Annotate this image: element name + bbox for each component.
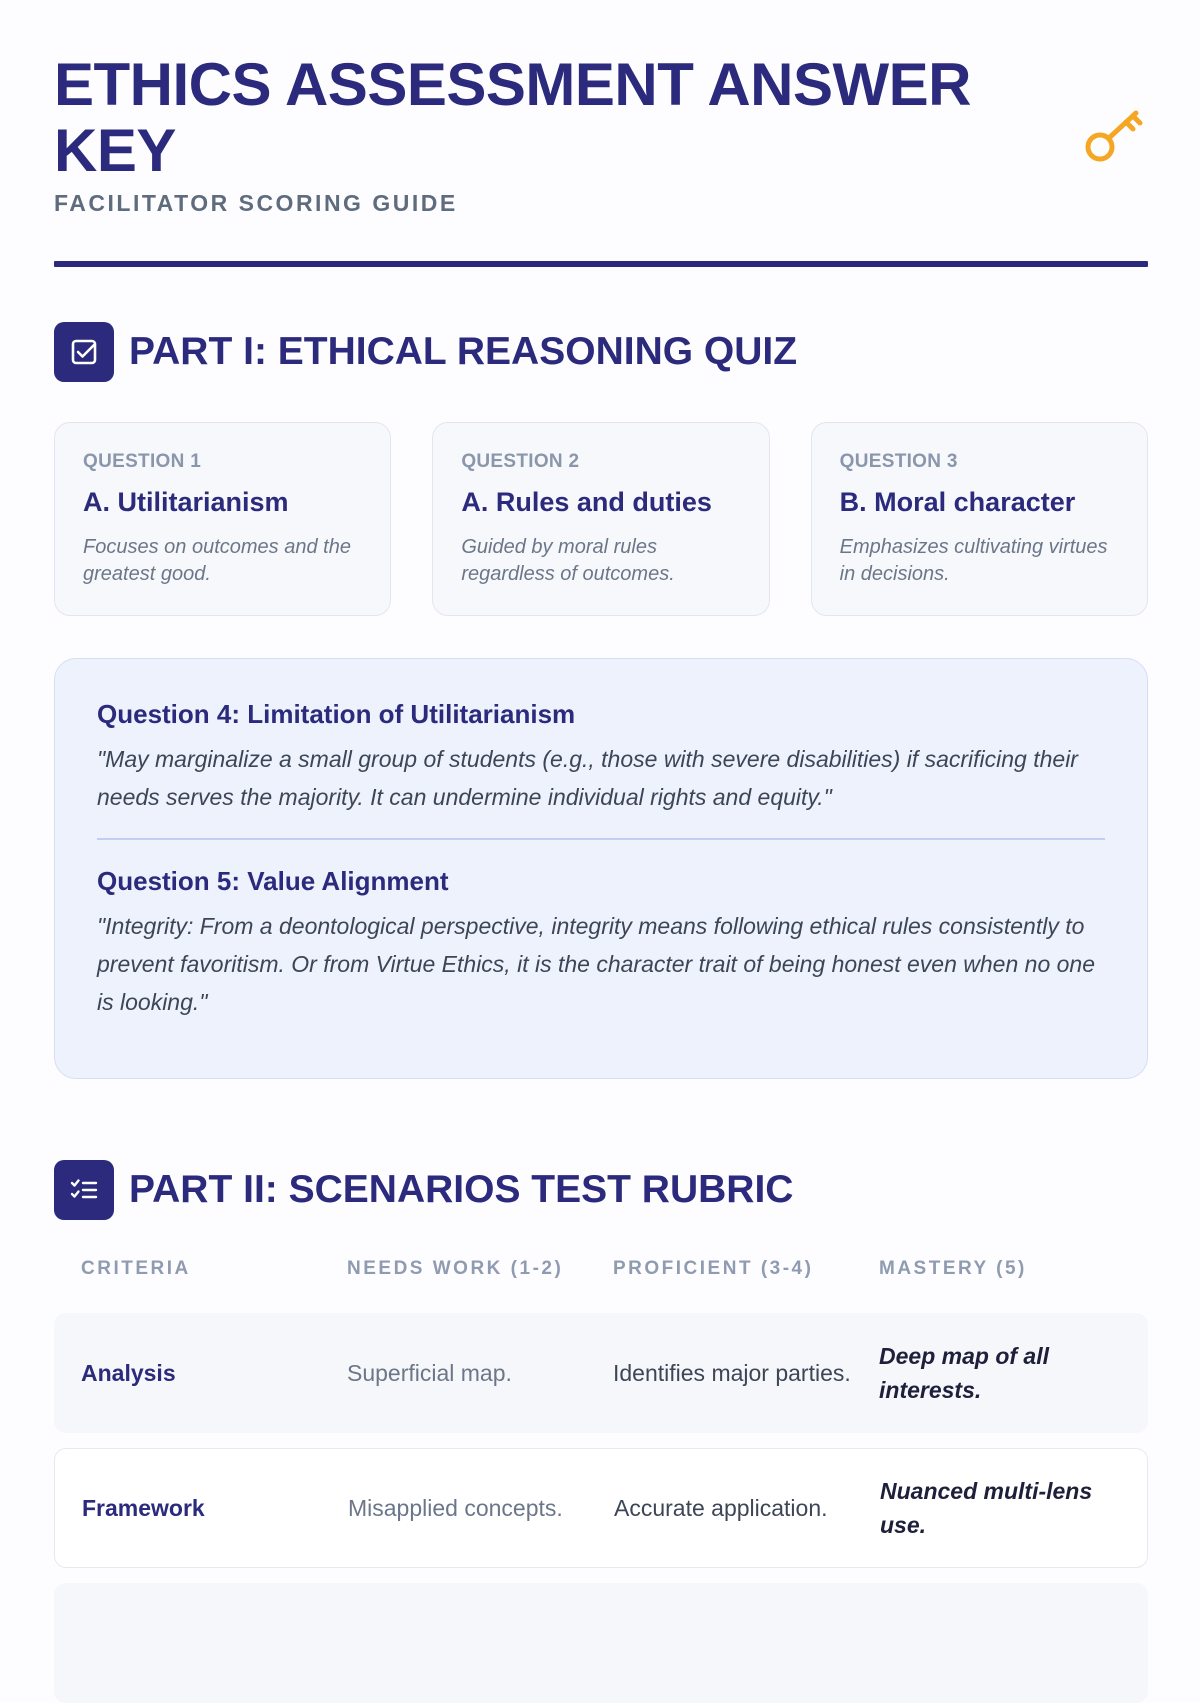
- part1-title: PART I: ETHICAL REASONING QUIZ: [129, 330, 798, 373]
- checklist-icon: [54, 1160, 114, 1220]
- rubric-col-mastery: MASTERY (5): [879, 1258, 1027, 1279]
- quiz-answer-cards: [54, 422, 1148, 616]
- question-label: QUESTION 1: [83, 451, 202, 472]
- key-icon: [1082, 104, 1146, 168]
- question-card: [432, 422, 769, 616]
- rubric-proficient: Accurate application.: [614, 1495, 828, 1521]
- question-5-answer: "Integrity: From a deontological perspective, integrity means following ethical rules consistently to prevent favoritism. Or from Virtue Ethics, it is the character trait of being honest even when no one is looking.": [97, 913, 1096, 1015]
- answer-key-page: [54, 0, 1148, 1538]
- question-label: QUESTION 2: [461, 451, 580, 472]
- document-header: [54, 0, 1148, 268]
- question-answer: B. Moral character: [839, 487, 1076, 517]
- table-row: [54, 1448, 1148, 1568]
- question-card: [811, 422, 1148, 616]
- long-answer-panel: [54, 658, 1148, 1079]
- page-subtitle: FACILITATOR SCORING GUIDE: [54, 190, 458, 216]
- question-note: Guided by moral rules regardless of outcomes.: [461, 536, 675, 585]
- question-4-title: Question 4: Limitation of Utilitarianism: [97, 699, 576, 729]
- panel-divider: [97, 838, 1105, 840]
- rubric-criteria: Analysis: [81, 1359, 176, 1386]
- rubric-col-proficient: PROFICIENT (3-4): [613, 1258, 814, 1279]
- page-title: ETHICS ASSESSMENT ANSWER KEY: [54, 51, 971, 184]
- part2-heading: [54, 1160, 793, 1220]
- rubric-header-row: [54, 1258, 1148, 1280]
- rubric-mastery: Nuanced multi-lens use.: [880, 1478, 1093, 1538]
- question-4-answer: "May marginalize a small group of students (e.g., those with severe disabilities) if sacrificing their needs serves the majority. It can undermine individual rights and equity.": [97, 746, 1078, 810]
- part1-heading: [54, 322, 797, 382]
- part2-title: PART II: SCENARIOS TEST RUBRIC: [129, 1168, 794, 1211]
- question-5-title: Question 5: Value Alignment: [97, 866, 449, 896]
- checkbox-icon: [54, 322, 114, 382]
- table-row-partial: [54, 1583, 1148, 1703]
- rubric-col-needs-work: NEEDS WORK (1-2): [347, 1258, 564, 1279]
- question-card: [54, 422, 391, 616]
- header-divider: [54, 261, 1148, 267]
- rubric-col-criteria: CRITERIA: [81, 1258, 191, 1279]
- rubric-needs-work: Misapplied concepts.: [348, 1494, 563, 1521]
- rubric-needs-work: Superficial map.: [347, 1359, 512, 1386]
- question-label: QUESTION 3: [839, 451, 958, 472]
- question-answer: A. Utilitarianism: [83, 487, 289, 517]
- question-answer: A. Rules and duties: [461, 487, 712, 517]
- table-row: [54, 1313, 1148, 1433]
- question-note: Focuses on outcomes and the greatest good.: [83, 536, 351, 585]
- rubric-proficient: Identifies major parties.: [613, 1360, 851, 1386]
- question-note: Emphasizes cultivating virtues in decisions.: [839, 536, 1108, 585]
- rubric-criteria: Framework: [82, 1494, 205, 1521]
- rubric-mastery: Deep map of all interests.: [879, 1343, 1049, 1403]
